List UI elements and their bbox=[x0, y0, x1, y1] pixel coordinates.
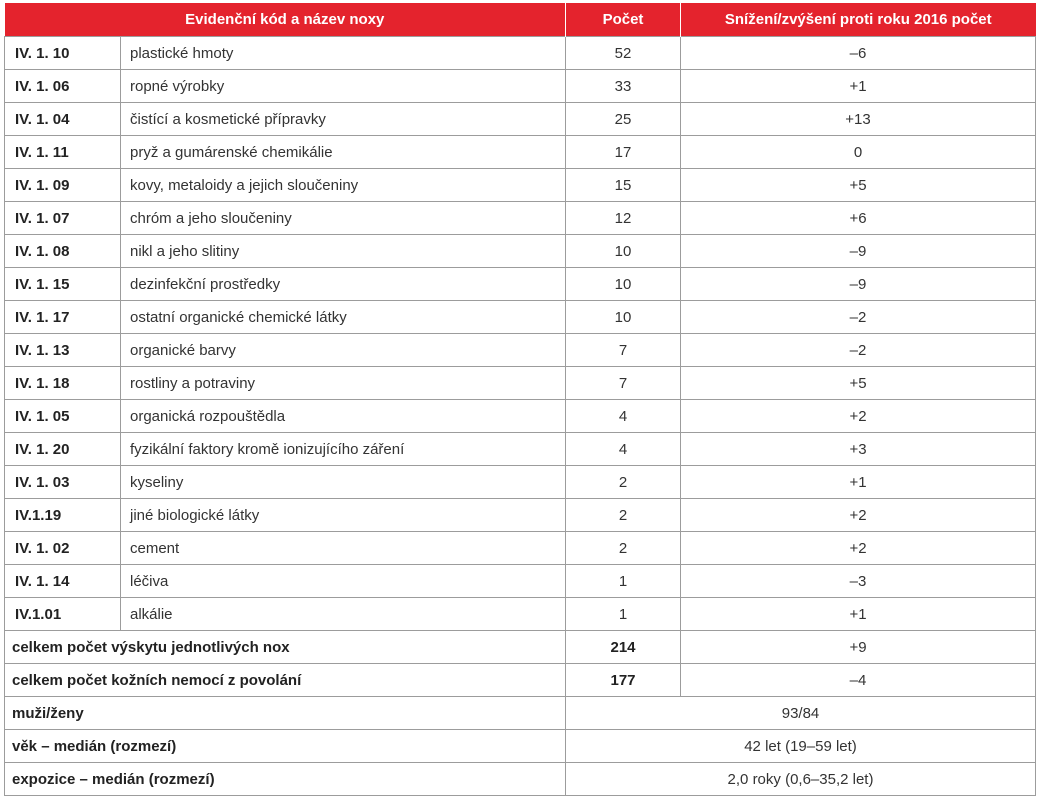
summary-label: expozice – medián (rozmezí) bbox=[5, 763, 566, 796]
table-row bbox=[5, 103, 1036, 136]
table-row bbox=[5, 565, 1036, 598]
noxa-count: 25 bbox=[566, 103, 681, 136]
noxa-change: –2 bbox=[681, 334, 1036, 367]
noxa-code: IV. 1. 04 bbox=[5, 103, 121, 136]
noxa-count: 15 bbox=[566, 169, 681, 202]
noxa-count: 10 bbox=[566, 235, 681, 268]
noxa-count: 7 bbox=[566, 367, 681, 400]
noxa-code: IV.1.19 bbox=[5, 499, 121, 532]
noxa-count: 17 bbox=[566, 136, 681, 169]
noxa-name: ostatní organické chemické látky bbox=[121, 301, 566, 334]
noxa-change: +2 bbox=[681, 532, 1036, 565]
noxa-name: léčiva bbox=[121, 565, 566, 598]
table-row bbox=[5, 598, 1036, 631]
noxa-name: rostliny a potraviny bbox=[121, 367, 566, 400]
summary-row bbox=[5, 730, 1036, 763]
noxa-change: +1 bbox=[681, 598, 1036, 631]
noxa-change: –3 bbox=[681, 565, 1036, 598]
total-change: +9 bbox=[681, 631, 1036, 664]
noxa-count: 7 bbox=[566, 334, 681, 367]
noxa-name: ropné výrobky bbox=[121, 70, 566, 103]
noxa-change: –2 bbox=[681, 301, 1036, 334]
noxa-change: +5 bbox=[681, 367, 1036, 400]
noxa-code: IV. 1. 11 bbox=[5, 136, 121, 169]
table-row bbox=[5, 466, 1036, 499]
noxa-name: čistící a kosmetické přípravky bbox=[121, 103, 566, 136]
noxa-count: 10 bbox=[566, 268, 681, 301]
noxa-change: +6 bbox=[681, 202, 1036, 235]
noxa-name: kyseliny bbox=[121, 466, 566, 499]
noxa-count: 33 bbox=[566, 70, 681, 103]
table-row bbox=[5, 499, 1036, 532]
noxa-code: IV. 1. 06 bbox=[5, 70, 121, 103]
noxa-code: IV. 1. 02 bbox=[5, 532, 121, 565]
noxa-code: IV. 1. 13 bbox=[5, 334, 121, 367]
noxa-change: 0 bbox=[681, 136, 1036, 169]
noxa-code: IV. 1. 05 bbox=[5, 400, 121, 433]
noxa-change: +1 bbox=[681, 466, 1036, 499]
noxa-count: 1 bbox=[566, 598, 681, 631]
noxa-count: 1 bbox=[566, 565, 681, 598]
summary-value: 2,0 roky (0,6–35,2 let) bbox=[566, 763, 1036, 796]
noxa-name: organická rozpouštědla bbox=[121, 400, 566, 433]
noxa-change: +1 bbox=[681, 70, 1036, 103]
table-row bbox=[5, 70, 1036, 103]
table-row bbox=[5, 202, 1036, 235]
header-count: Počet bbox=[566, 3, 681, 37]
noxa-code: IV.1.01 bbox=[5, 598, 121, 631]
total-row bbox=[5, 664, 1036, 697]
noxa-code: IV. 1. 10 bbox=[5, 37, 121, 70]
noxa-change: +3 bbox=[681, 433, 1036, 466]
noxa-code: IV. 1. 14 bbox=[5, 565, 121, 598]
noxa-name: plastické hmoty bbox=[121, 37, 566, 70]
noxa-code: IV. 1. 18 bbox=[5, 367, 121, 400]
noxa-code: IV. 1. 07 bbox=[5, 202, 121, 235]
noxa-name: pryž a gumárenské chemikálie bbox=[121, 136, 566, 169]
noxa-change: –6 bbox=[681, 37, 1036, 70]
noxa-name: cement bbox=[121, 532, 566, 565]
noxa-name: alkálie bbox=[121, 598, 566, 631]
header-row bbox=[5, 3, 1036, 37]
table-row bbox=[5, 367, 1036, 400]
noxa-count: 2 bbox=[566, 499, 681, 532]
table-container bbox=[4, 3, 1035, 796]
noxa-name: nikl a jeho slitiny bbox=[121, 235, 566, 268]
table-body bbox=[5, 37, 1036, 796]
noxa-table bbox=[4, 3, 1036, 796]
noxa-count: 10 bbox=[566, 301, 681, 334]
table-row bbox=[5, 532, 1036, 565]
noxa-name: dezinfekční prostředky bbox=[121, 268, 566, 301]
noxa-code: IV. 1. 03 bbox=[5, 466, 121, 499]
noxa-code: IV. 1. 15 bbox=[5, 268, 121, 301]
table-row bbox=[5, 400, 1036, 433]
noxa-count: 2 bbox=[566, 466, 681, 499]
noxa-name: organické barvy bbox=[121, 334, 566, 367]
summary-label: muži/ženy bbox=[5, 697, 566, 730]
summary-value: 42 let (19–59 let) bbox=[566, 730, 1036, 763]
noxa-change: +13 bbox=[681, 103, 1036, 136]
noxa-count: 4 bbox=[566, 400, 681, 433]
total-row bbox=[5, 631, 1036, 664]
table-row bbox=[5, 37, 1036, 70]
noxa-change: –9 bbox=[681, 268, 1036, 301]
summary-value: 93/84 bbox=[566, 697, 1036, 730]
noxa-name: chróm a jeho sloučeniny bbox=[121, 202, 566, 235]
summary-label: věk – medián (rozmezí) bbox=[5, 730, 566, 763]
total-count: 177 bbox=[566, 664, 681, 697]
noxa-change: +2 bbox=[681, 499, 1036, 532]
table-row bbox=[5, 235, 1036, 268]
noxa-count: 52 bbox=[566, 37, 681, 70]
table-row bbox=[5, 136, 1036, 169]
noxa-name: kovy, metaloidy a jejich sloučeniny bbox=[121, 169, 566, 202]
summary-row bbox=[5, 697, 1036, 730]
noxa-code: IV. 1. 20 bbox=[5, 433, 121, 466]
table-row bbox=[5, 268, 1036, 301]
header-code-name: Evidenční kód a název noxy bbox=[5, 3, 566, 37]
table-row bbox=[5, 169, 1036, 202]
table-row bbox=[5, 301, 1036, 334]
noxa-code: IV. 1. 09 bbox=[5, 169, 121, 202]
noxa-count: 4 bbox=[566, 433, 681, 466]
noxa-count: 12 bbox=[566, 202, 681, 235]
noxa-change: +2 bbox=[681, 400, 1036, 433]
total-count: 214 bbox=[566, 631, 681, 664]
total-change: –4 bbox=[681, 664, 1036, 697]
noxa-name: jiné biologické látky bbox=[121, 499, 566, 532]
noxa-code: IV. 1. 17 bbox=[5, 301, 121, 334]
total-label: celkem počet kožních nemocí z povolání bbox=[5, 664, 566, 697]
summary-row bbox=[5, 763, 1036, 796]
table-row bbox=[5, 334, 1036, 367]
noxa-change: –9 bbox=[681, 235, 1036, 268]
table-row bbox=[5, 433, 1036, 466]
noxa-code: IV. 1. 08 bbox=[5, 235, 121, 268]
noxa-name: fyzikální faktory kromě ionizujícího záření bbox=[121, 433, 566, 466]
noxa-change: +5 bbox=[681, 169, 1036, 202]
total-label: celkem počet výskytu jednotlivých nox bbox=[5, 631, 566, 664]
header-change: Snížení/zvýšení proti roku 2016 počet bbox=[681, 3, 1036, 37]
noxa-count: 2 bbox=[566, 532, 681, 565]
